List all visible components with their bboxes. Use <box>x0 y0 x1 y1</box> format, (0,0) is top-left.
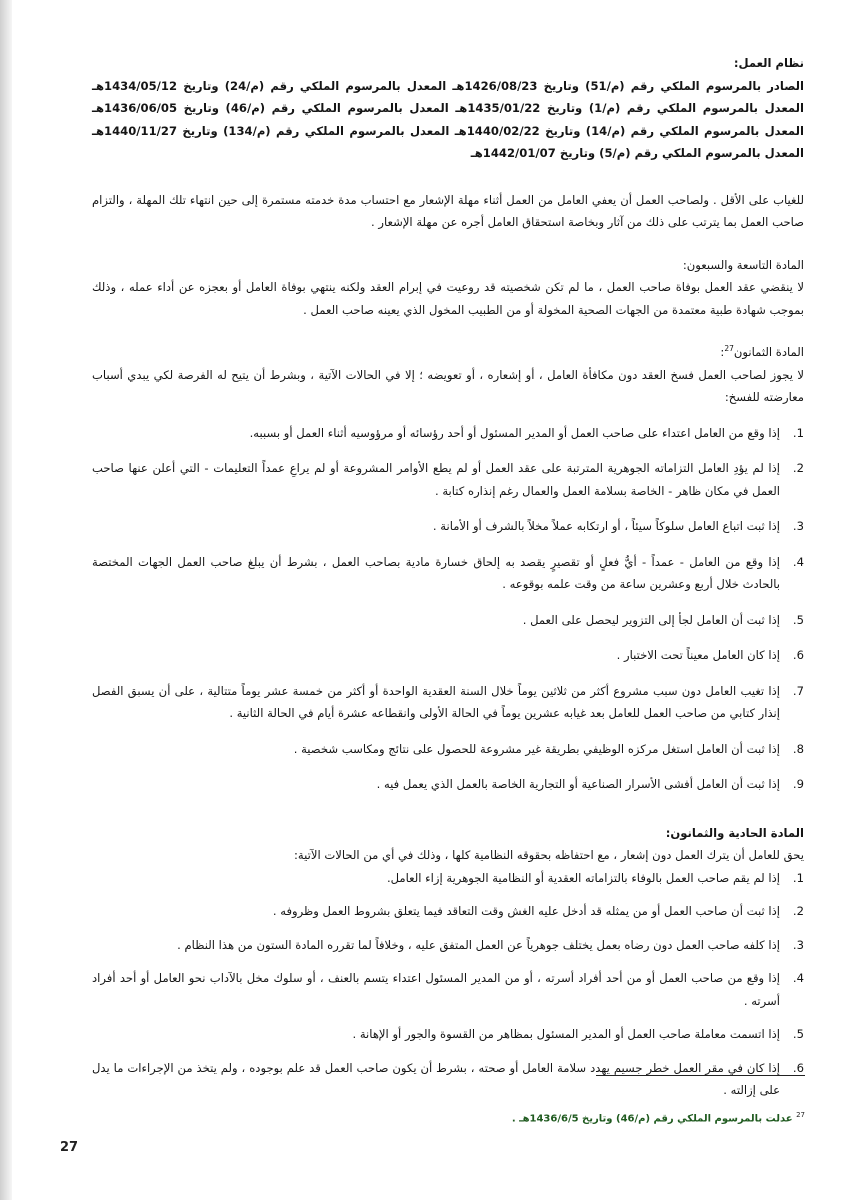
item-number: 2. <box>792 904 804 918</box>
item-text: إذا وقع من صاحب العمل أو من أحد أفراد أسرته ، أو من المدير المسئول اعتداء يتسم بالعنف ، أو سلوك مخل بالآداب نحو العامل أو أحد أفراد أسرته . <box>92 971 780 1008</box>
item-number: 1. <box>792 870 804 885</box>
item-number: 5. <box>792 612 804 627</box>
item-number: 3. <box>792 937 804 952</box>
law-decree-text: الصادر بالمرسوم الملكي رقم (م/51) وتاريخ 1426/08/23هـ المعدل بالمرسوم الملكي رقم (م/24) وتاريخ 1434/05/12هـ المعدل بالمرسوم الملكي رقم (م/1) وتاريخ 1435/01/22هـ المعدل بالمرسوم الملكي رقم (م/46) وتاريخ 1436/06/05هـ المعدل بالمرسوم الملكي رقم (م/14) وتاريخ 1440/02/22هـ المعدل بالمرسوم الملكي رقم (م/134) وتاريخ 1440/11/27هـ المعدل بالمرسوم الملكي رقم (م/5) وتاريخ 1442/01/07هـ <box>92 78 805 160</box>
list-item <box>92 1057 804 1102</box>
item-text: إذا كان العامل معيناً تحت الاختبار . <box>616 648 780 662</box>
item-text: إذا ثبت أن صاحب العمل أو من يمثله قد أدخل عليه الغش وقت التعاقد فيما يتعلق بشروط العمل وظروفه . <box>272 904 780 918</box>
document-body <box>92 52 804 1113</box>
article-79-heading: المادة التاسعة والسبعون: <box>682 257 804 272</box>
page-number: 27 <box>60 1140 79 1155</box>
list-item <box>92 644 804 667</box>
item-text: إذا اتسمت معاملة صاحب العمل أو المدير المسئول بمظاهر من القسوة والجور أو الإهانة . <box>352 1027 780 1041</box>
footnote <box>420 1107 805 1127</box>
list-item <box>92 609 804 632</box>
article-80-intro: لا يجوز لصاحب العمل فسخ العقد دون مكافأة العامل ، أو إشعاره ، أو تعويضه ؛ إلا في الحالات الآتية ، وبشرط أن يتيح له الفرصة لكي يبدي أسباب معارضته للفسخ: <box>92 367 804 404</box>
item-number: 8. <box>792 741 804 756</box>
item-text: إذا ثبت اتباع العامل سلوكاً سيئاً ، أو ارتكابه عملاً مخلاً بالشرف أو الأمانة . <box>432 519 780 533</box>
article-80-heading-text: المادة الثمانون <box>733 345 804 359</box>
list-item <box>92 967 804 1012</box>
item-text: إذا ثبت أن العامل استغل مركزه الوظيفي بطريقة غير مشروعة للحصول على نتائج ومكاسب شخصية . <box>293 741 780 756</box>
list-item <box>92 773 804 796</box>
list-item <box>92 934 804 957</box>
list-item <box>92 422 804 445</box>
item-number: 2. <box>792 461 804 475</box>
item-number: 7. <box>792 683 804 698</box>
item-number: 5. <box>792 1027 804 1041</box>
article-80-heading: المادة الثمانون$^{27}$: <box>720 344 804 359</box>
item-number: 6. <box>792 1060 804 1075</box>
article-80-list <box>92 422 804 796</box>
item-number: 1. <box>792 425 804 440</box>
item-text: إذا كلفه صاحب العمل دون رضاه بعمل يختلف جوهرياً عن العمل المتفق عليه ، وخلافاً لما تقرره المادة الستون من هذا النظام . <box>177 937 780 952</box>
article-81-heading: المادة الحادية والثمانون: <box>665 825 804 840</box>
item-number: 4. <box>792 554 804 569</box>
list-item <box>92 900 804 923</box>
list-item <box>92 515 804 538</box>
scan-edge-shadow <box>0 0 12 1200</box>
footnote-ref: 27 <box>724 344 734 354</box>
list-item <box>92 680 804 725</box>
item-number: 9. <box>792 777 804 791</box>
law-title: نظام العمل: <box>733 56 804 70</box>
item-number: 4. <box>792 971 804 985</box>
item-text: إذا ثبت أن العامل أفشى الأسرار الصناعية أو التجارية الخاصة بالعمل الذي يعمل فيه . <box>376 777 780 791</box>
article-81-list <box>92 867 804 1102</box>
item-number: 3. <box>792 519 804 533</box>
article-81-intro: يحق للعامل أن يترك العمل دون إشعار ، مع احتفاظه بحقوقه النظامية كلها ، وذلك في أي من الحالات الآتية: <box>293 848 804 862</box>
list-item <box>92 1023 804 1046</box>
footnote-number: 27 <box>796 1111 805 1119</box>
list-item <box>92 867 804 890</box>
list-item <box>92 551 804 596</box>
item-text: إذا لم يؤدِ العامل التزاماته الجوهرية المترتبة على عقد العمل أو لم يطع الأوامر المشروعة أو لم يراعِ عمداً التعليمات - التي أعلن عنها صاحب العمل في مكان ظاهر - الخاصة بسلامة العمل والعمال رغم إنذاره كتابة . <box>92 461 780 498</box>
item-text: إذا وقع من العامل اعتداء على صاحب العمل أو المدير المسئول أو أحد رؤسائه أو مرؤوسيه أثناء العمل أو بسببه. <box>249 425 780 440</box>
list-item <box>92 738 804 761</box>
item-text: إذا تغيب العامل دون سبب مشروع أكثر من ثلاثين يوماً خلال السنة العقدية الواحدة أو أكثر من خمسة عشر يوماً متتالية ، على أن يسبق الفصل إنذار كتابي من صاحب العمل للعامل بعد غيابه عشرين يوماً في الحالة الأولى وانقطاعه عشرة أيام في الحالة الثانية . <box>92 683 780 720</box>
item-text: إذا لم يقم صاحب العمل بالوفاء بالتزاماته العقدية أو النظامية الجوهرية إزاء العامل. <box>386 870 780 885</box>
item-text: إذا وقع من العامل - عمداً - أيُّ فعلٍ أو تقصيرٍ يقصد به إلحاق خسارة مادية بصاحب العمل ، بشرط أن يبلغ صاحب العمل الجهات المختصة بالحادث خلال أربع وعشرين ساعة من وقت علمه بوقوعه . <box>92 554 780 591</box>
item-text: إذا ثبت أن العامل لجأ إلى التزوير ليحصل على العمل . <box>522 612 780 627</box>
continuation-paragraph: للغياب على الأقل . ولصاحب العمل أن يعفي العامل من العمل أثناء مهلة الإشعار مع احتساب مدة خدمته مستمرة إلى حين انتهاء تلك المهلة ، والتزام صاحب العمل بما يترتب على ذلك من آثار وبخاصة استحقاق العامل أجره عن مهلة الإشعار . <box>92 192 804 229</box>
footnote-text: عدلت بالمرسوم الملكي رقم (م/46) وتاريخ 1436/6/5هـ . <box>511 1113 793 1125</box>
article-79-body: لا ينقضي عقد العمل بوفاة صاحب العمل ، ما لم تكن شخصيته قد روعيت في إبرام العقد ولكنه ينتهي بوفاة العامل أو بعجزه عن أداء عمله ، وذلك بموجب شهادة طبية معتمدة من الجهات الصحية المخولة أو من الطبيب المخول الذي يعينه صاحب العمل . <box>92 280 804 317</box>
footnote-divider <box>596 1075 805 1076</box>
item-text: إذا كان في مقر العمل خطر جسيم يهدد سلامة العامل أو صحته ، بشرط أن يكون صاحب العمل قد علم بوجوده ، ولم يتخذ من الإجراءات ما يدل على إزالته . <box>92 1060 780 1097</box>
list-item <box>92 457 804 502</box>
item-number: 6. <box>792 648 804 662</box>
